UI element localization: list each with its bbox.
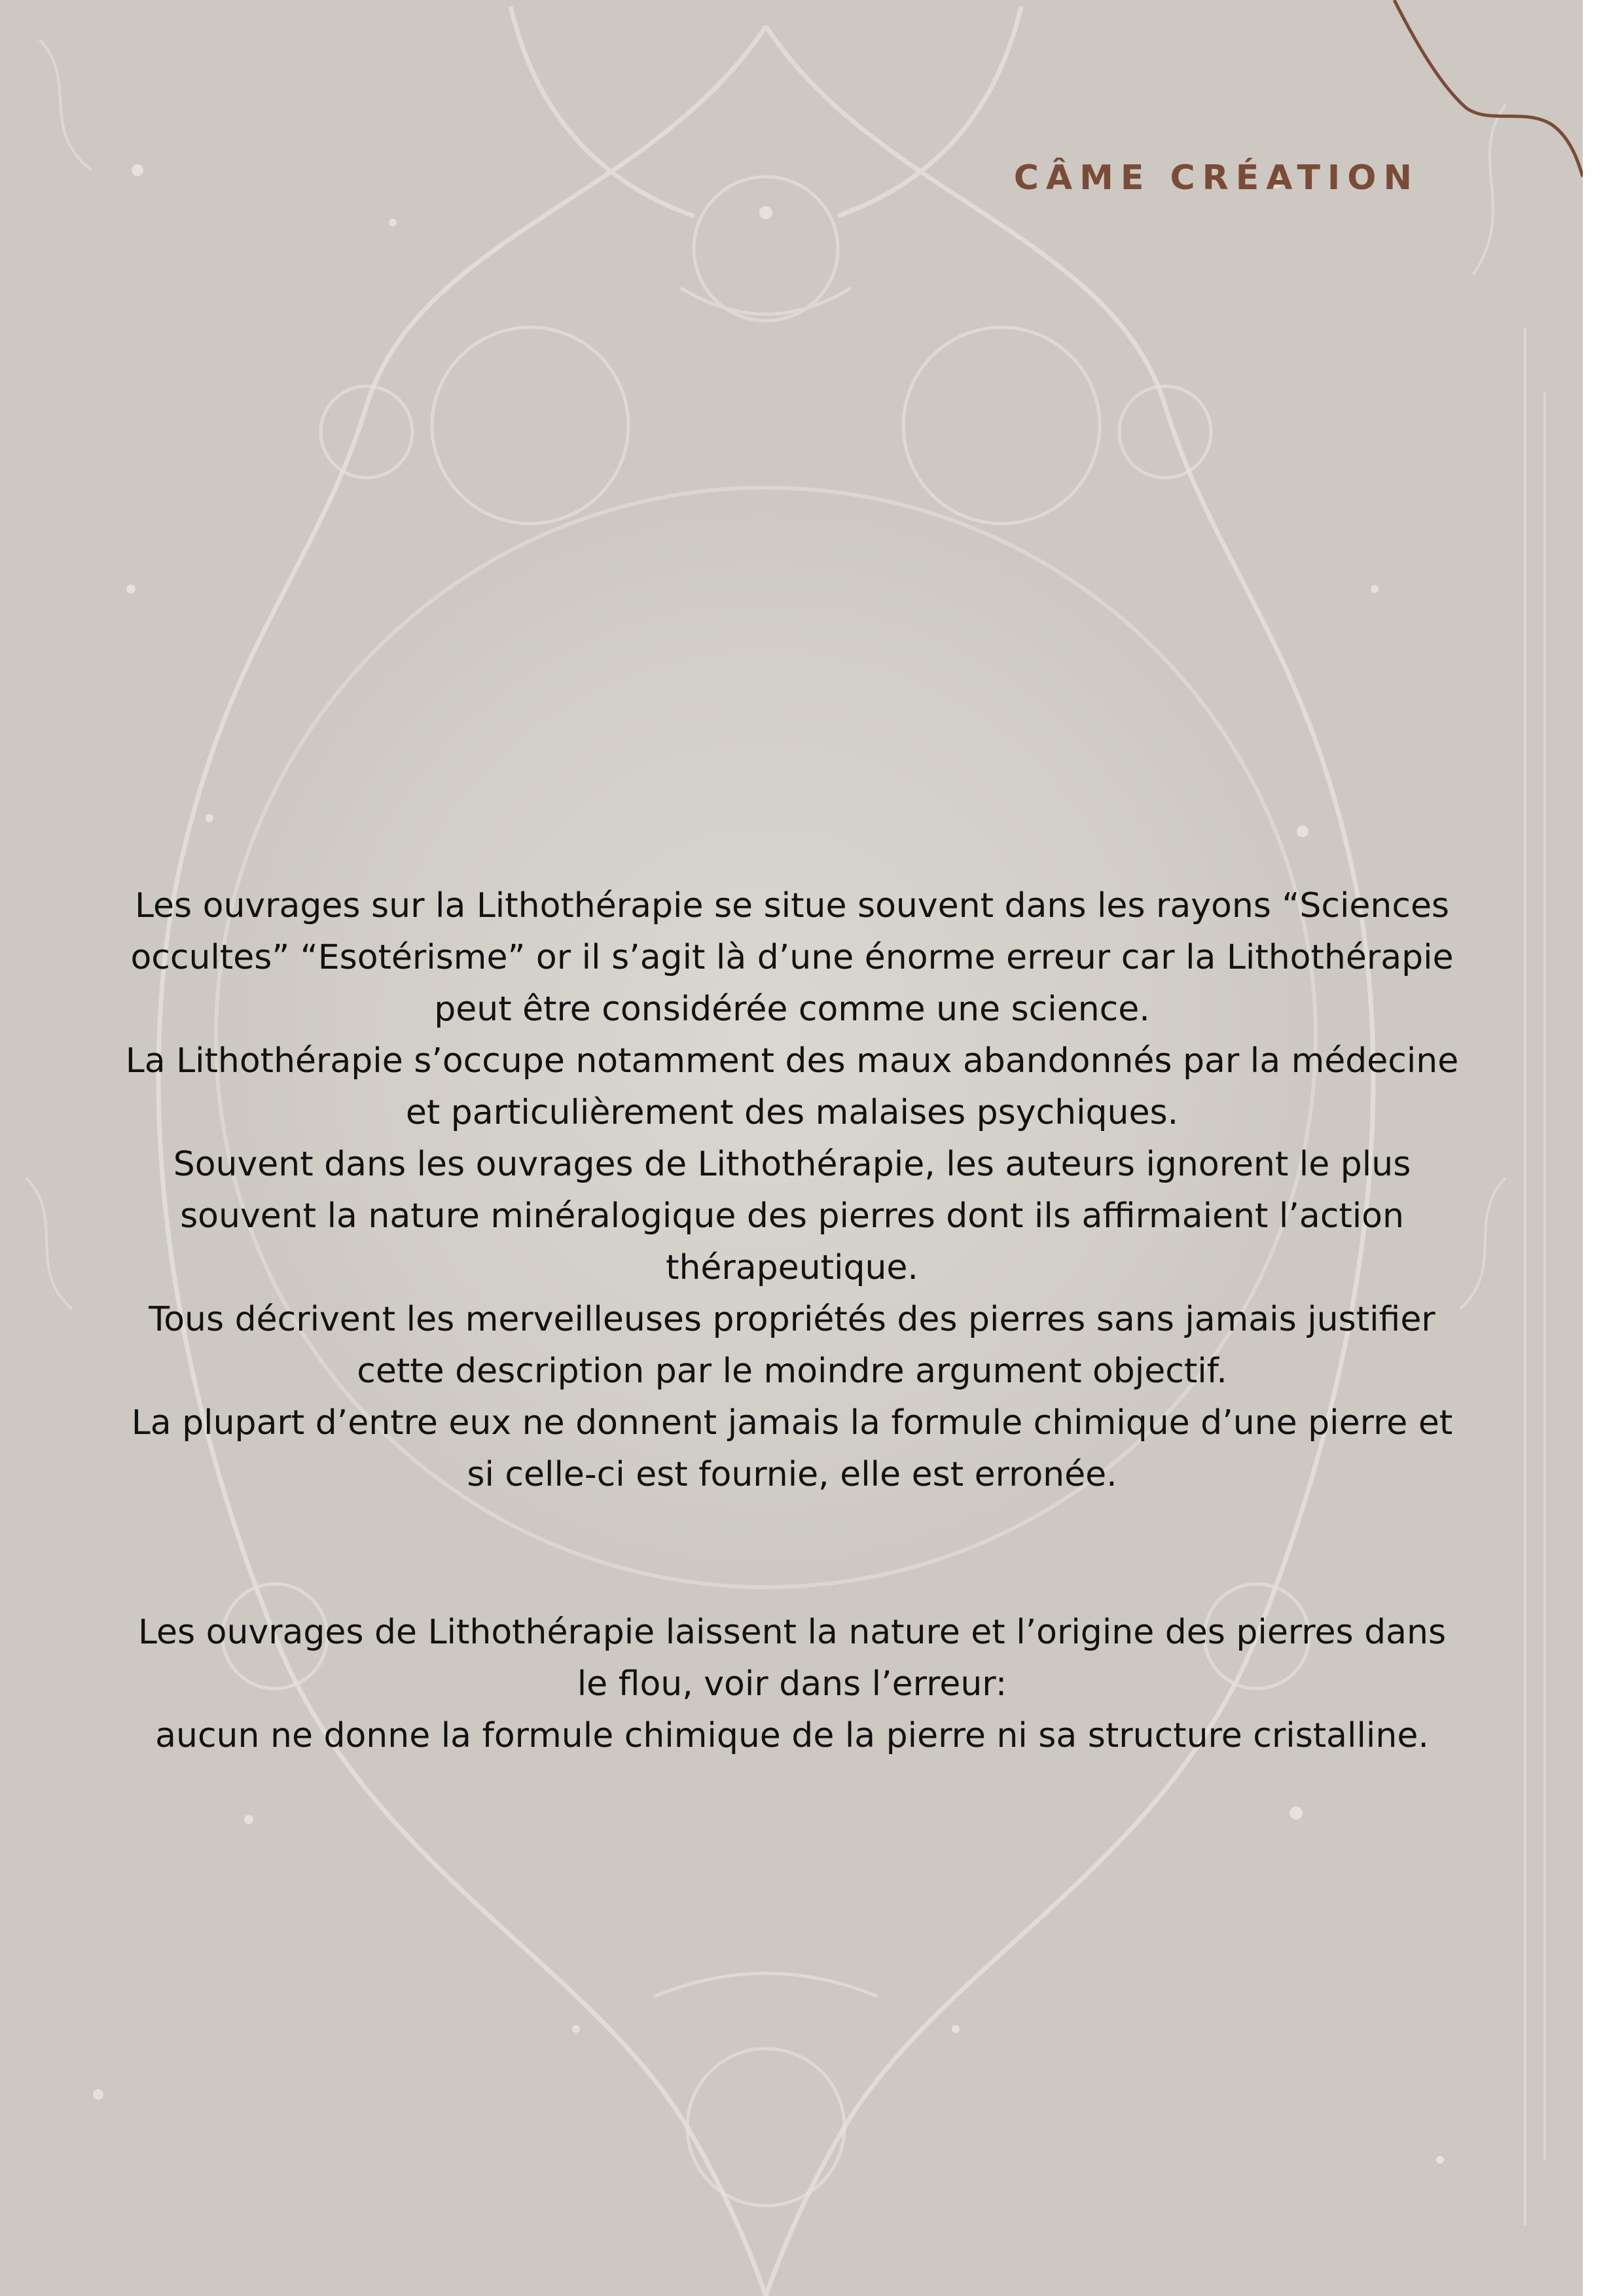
paragraph: Les ouvrages de Lithothérapie laissent la nature et l’origine des pierres dans le flou, voir dans l’erreur: — [137, 1613, 1447, 1704]
text-block-lithotherapie-intro — [118, 880, 1466, 1501]
brand-logo-text: CÂME CRÉATION — [1013, 158, 1419, 198]
paragraph: Tous décrivent les merveilleuses propriétés des pierres sans jamais justifier cette description par le moindre argument objectif. — [149, 1300, 1435, 1391]
paragraph: La Lithothérapie s’occupe notamment des maux abandonnés par la médecine et particulièrement des malaises psychiques. — [125, 1041, 1459, 1132]
page-right-margin — [1583, 0, 1624, 2296]
paragraph: aucun ne donne la formule chimique de la pierre ni sa structure cristalline. — [155, 1716, 1429, 1755]
text-block-lithotherapie-conclusion — [118, 1607, 1466, 1762]
paragraph: La plupart d’entre eux ne donnent jamais la formule chimique d’une pierre et si celle-ci est fournie, elle est erronée. — [131, 1403, 1453, 1494]
paragraph: Les ouvrages sur la Lithothérapie se situe souvent dans les rayons “Sciences occultes” “Esotérisme” or il s’agit là d’une énorme erreur car la Lithothérapie peut être considérée comme une science. — [130, 886, 1454, 1029]
paragraph: Souvent dans les ouvrages de Lithothérapie, les auteurs ignorent le plus souvent la nature minéralogique des pierres dont ils affirmaient l’action thérapeutique. — [173, 1145, 1411, 1287]
